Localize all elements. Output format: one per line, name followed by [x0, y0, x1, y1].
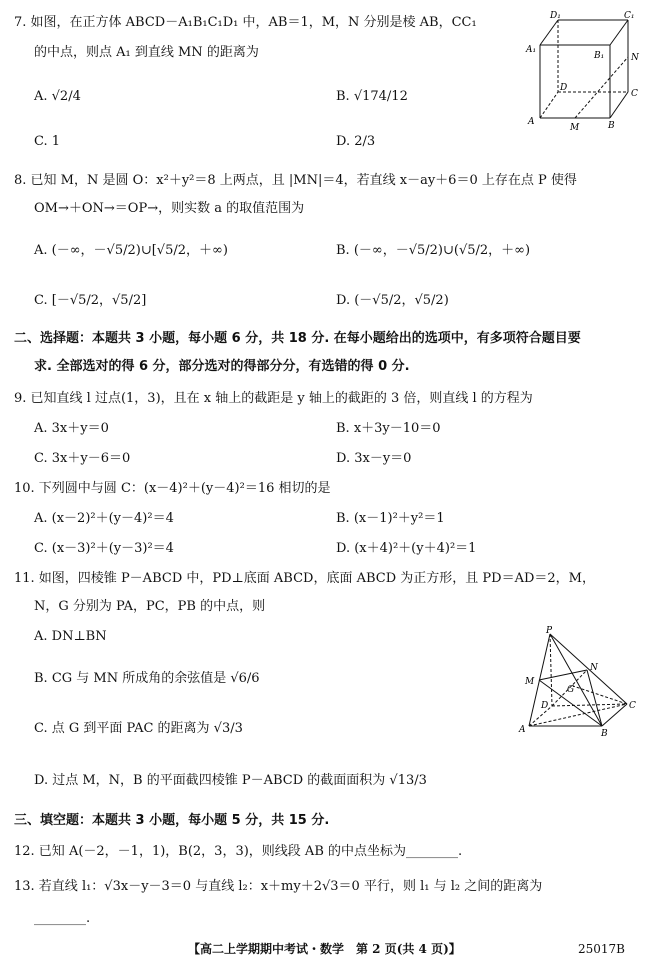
- q7-line1: 7. 如图，在正方体 ABCD－A₁B₁C₁D₁ 中，AB＝1，M，N 分别是棱 AB，CC₁: [14, 15, 477, 30]
- pyramid-label-c: C: [629, 701, 636, 711]
- pyramid-label-b: B: [601, 729, 608, 738]
- q8-option-b: B. (－∞，－√5/2)∪(√5/2，＋∞): [336, 243, 531, 258]
- q11-line1: 11. 如图，四棱锥 P－ABCD 中，PD⊥底面 ABCD，底面 ABCD 为正方形，且 PD＝AD＝2，M，: [14, 571, 595, 586]
- cube-label-b: B: [608, 121, 615, 131]
- pyramid-label-m: M: [525, 677, 535, 687]
- cube-label-d: D: [560, 83, 568, 93]
- cube-figure: [520, 10, 642, 132]
- cube-label-c: C: [631, 89, 638, 99]
- q7-option-a: A. √2/4: [34, 89, 81, 104]
- q10-option-a: A. (x－2)²＋(y－4)²＝4: [34, 511, 174, 526]
- q11-line2: N，G 分别为 PA，PC，PB 的中点，则: [34, 599, 266, 614]
- pyramid-label-p: P: [546, 626, 553, 636]
- q7-option-d: D. 2/3: [336, 134, 376, 149]
- footer-title: 【高二上学期期中考试・数学 第 2 页(共 4 页)】: [188, 942, 461, 956]
- pyramid-label-a: A: [519, 725, 526, 735]
- q7-line2: 的中点，则点 A₁ 到直线 MN 的距离为: [34, 45, 259, 60]
- q10-option-b: B. (x－1)²＋y²＝1: [336, 511, 445, 526]
- cube-label-d1: D₁: [550, 11, 561, 21]
- q9-option-c: C. 3x＋y－6＝0: [34, 451, 131, 466]
- q9-option-d: D. 3x－y＝0: [336, 451, 412, 466]
- section2-line1: 二、选择题：本题共 3 小题，每小题 6 分，共 18 分. 在每小题给出的选项中，有多项符合题目要: [14, 331, 581, 346]
- pyramid-label-d: D: [541, 701, 549, 711]
- q11-option-c: C. 点 G 到平面 PAC 的距离为 √3/3: [34, 721, 243, 736]
- q13-line1: 13. 若直线 l₁：√3x－y－3＝0 与直线 l₂：x＋my＋2√3＝0 平行，则 l₁ 与 l₂ 之间的距离为: [14, 879, 543, 894]
- q11-option-a: A. DN⊥BN: [34, 629, 107, 644]
- q10-option-c: C. (x－3)²＋(y－3)²＝4: [34, 541, 174, 556]
- cube-label-c1: C₁: [624, 11, 635, 21]
- cube-label-a: A: [528, 117, 535, 127]
- q11-option-d: D. 过点 M，N，B 的平面截四棱锥 P－ABCD 的截面面积为 √13/3: [34, 773, 427, 788]
- q9-stem: 9. 已知直线 l 过点(1，3)，且在 x 轴上的截距是 y 轴上的截距的 3 倍，则直线 l 的方程为: [14, 391, 533, 406]
- pyramid-label-g: G: [567, 685, 575, 695]
- q11-option-b: B. CG 与 MN 所成角的余弦值是 √6/6: [34, 671, 260, 686]
- q10-option-d: D. (x＋4)²＋(y＋4)²＝1: [336, 541, 477, 556]
- cube-label-m: M: [570, 123, 580, 132]
- q9-option-b: B. x＋3y－10＝0: [336, 421, 441, 436]
- q8-option-a: A. (－∞，－√5/2)∪[√5/2，＋∞): [34, 243, 228, 258]
- q8-option-d: D. (－√5/2，√5/2): [336, 293, 449, 308]
- q8-line2: OM→＋ON→＝OP→，则实数 a 的取值范围为: [34, 201, 305, 216]
- q12-stem: 12. 已知 A(－2，－1，1)，B(2，3，3)，则线段 AB 的中点坐标为________.: [14, 844, 463, 859]
- cube-label-a1: A₁: [526, 45, 537, 55]
- section2-line2: 求. 全部选对的得 6 分，部分选对的得部分分，有选错的得 0 分.: [34, 359, 410, 374]
- q8-line1: 8. 已知 M，N 是圆 O：x²＋y²＝8 上两点，且 |MN|＝4，若直线 x－ay＋6＝0 上存在点 P 使得: [14, 173, 577, 188]
- q8-option-c: C. [－√5/2，√5/2]: [34, 293, 147, 308]
- q9-option-a: A. 3x＋y＝0: [34, 421, 109, 436]
- q10-stem: 10. 下列圆中与圆 C：(x－4)²＋(y－4)²＝16 相切的是: [14, 481, 331, 496]
- q13-line2: ________.: [34, 911, 91, 926]
- cube-label-b1: B₁: [594, 51, 605, 61]
- q7-option-c: C. 1: [34, 134, 61, 149]
- section3-heading: 三、填空题：本题共 3 小题，每小题 5 分，共 15 分.: [14, 813, 330, 828]
- pyramid-figure: [515, 626, 640, 738]
- footer-code: 25017B: [578, 942, 625, 956]
- pyramid-label-n: N: [590, 663, 598, 673]
- cube-label-n: N: [631, 53, 639, 63]
- q7-option-b: B. √174/12: [336, 89, 408, 104]
